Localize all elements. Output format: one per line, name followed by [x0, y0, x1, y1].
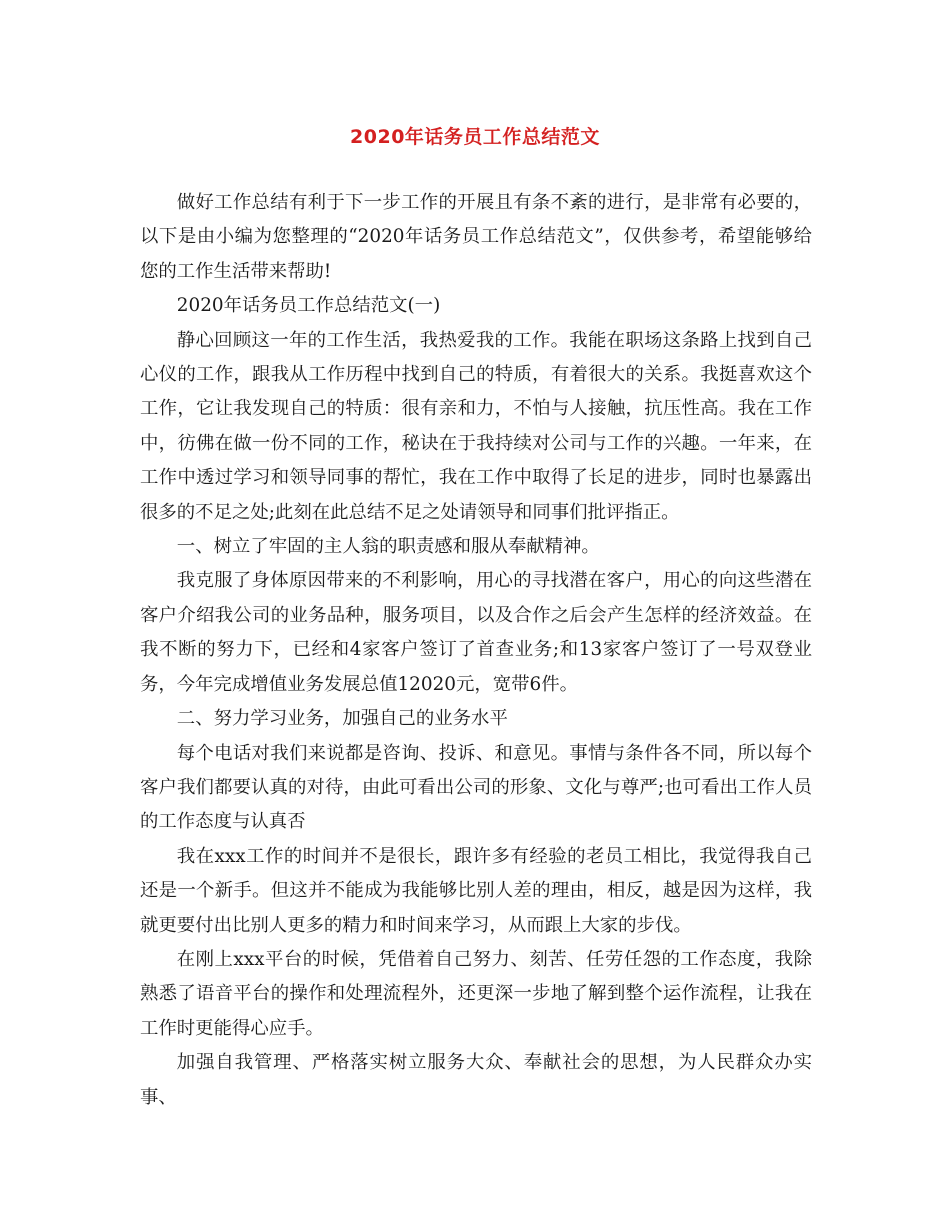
paragraph-subtitle: 2020年话务员工作总结范文(一) — [176, 295, 441, 317]
paragraph-calls: 每个电话对我们来说都是咨询、投诉、和意见。事情与条件各不同，所以每个客户我们都要认真的对待，由此可看出公司的形象、文化与尊严;也可看出工作人员的工作态度与认真否 — [140, 742, 812, 833]
paragraph-review: 静心回顾这一年的工作生活，我热爱我的工作。我能在职场这条路上找到自己心仪的工作，跟我从工作历程中找到自己的特质，有着很大的关系。我挺喜欢这个工作，它让我发现自己的特质：很有亲和力，不怕与人接触，抗压性高。我在工作中，彷佛在做一份不同的工作，秘诀在于我持续对公司与工作的兴趣。一年来，在工作中透过学习和领导同事的帮忙，我在工作中取得了长足的进步，同时也暴露出很多的不足之处;此刻在此总结不足之处请领导和同事们批评指正。 — [140, 329, 812, 523]
document-body — [140, 186, 812, 1115]
paragraph-intro: 做好工作总结有利于下一步工作的开展且有条不紊的进行，是非常有必要的，以下是由小编为您整理的“2020年话务员工作总结范文”，仅供参考，希望能够给您的工作生活带来帮助! — [140, 192, 812, 282]
paragraph-newcomer: 我在xxx工作的时间并不是很长，跟许多有经验的老员工相比，我觉得我自己还是一个新手。但这并不能成为我能够比别人差的理由，相反，越是因为这样，我就更要付出比别人更多的精力和时间来学习，从而跟上大家的步伐。 — [140, 845, 812, 936]
section-heading-1: 一、树立了牢固的主人翁的职责感和服从奉献精神。 — [176, 536, 600, 558]
section-heading-2: 二、努力学习业务，加强自己的业务水平 — [176, 708, 508, 730]
paragraph-platform: 在刚上xxx平台的时候，凭借着自己努力、刻苦、任劳任怨的工作态度，我除熟悉了语音平台的操作和处理流程外，还更深一步地了解到整个运作流程，让我在工作时更能得心应手。 — [140, 948, 812, 1039]
document-title: 2020年话务员工作总结范文 — [350, 126, 600, 148]
paragraph-self-management: 加强自我管理、严格落实树立服务大众、奉献社会的思想，为人民群众办实事、 — [140, 1052, 812, 1108]
paragraph-clients: 我克服了身体原因带来的不利影响，用心的寻找潜在客户，用心的向这些潜在客户介绍我公司的业务品种，服务项目，以及合作之后会产生怎样的经济效益。在我不断的努力下，已经和4家客户签订了首查业务;和13家客户签订了一号双登业务，今年完成增值业务发展总值12020元，宽带6件。 — [140, 570, 812, 695]
